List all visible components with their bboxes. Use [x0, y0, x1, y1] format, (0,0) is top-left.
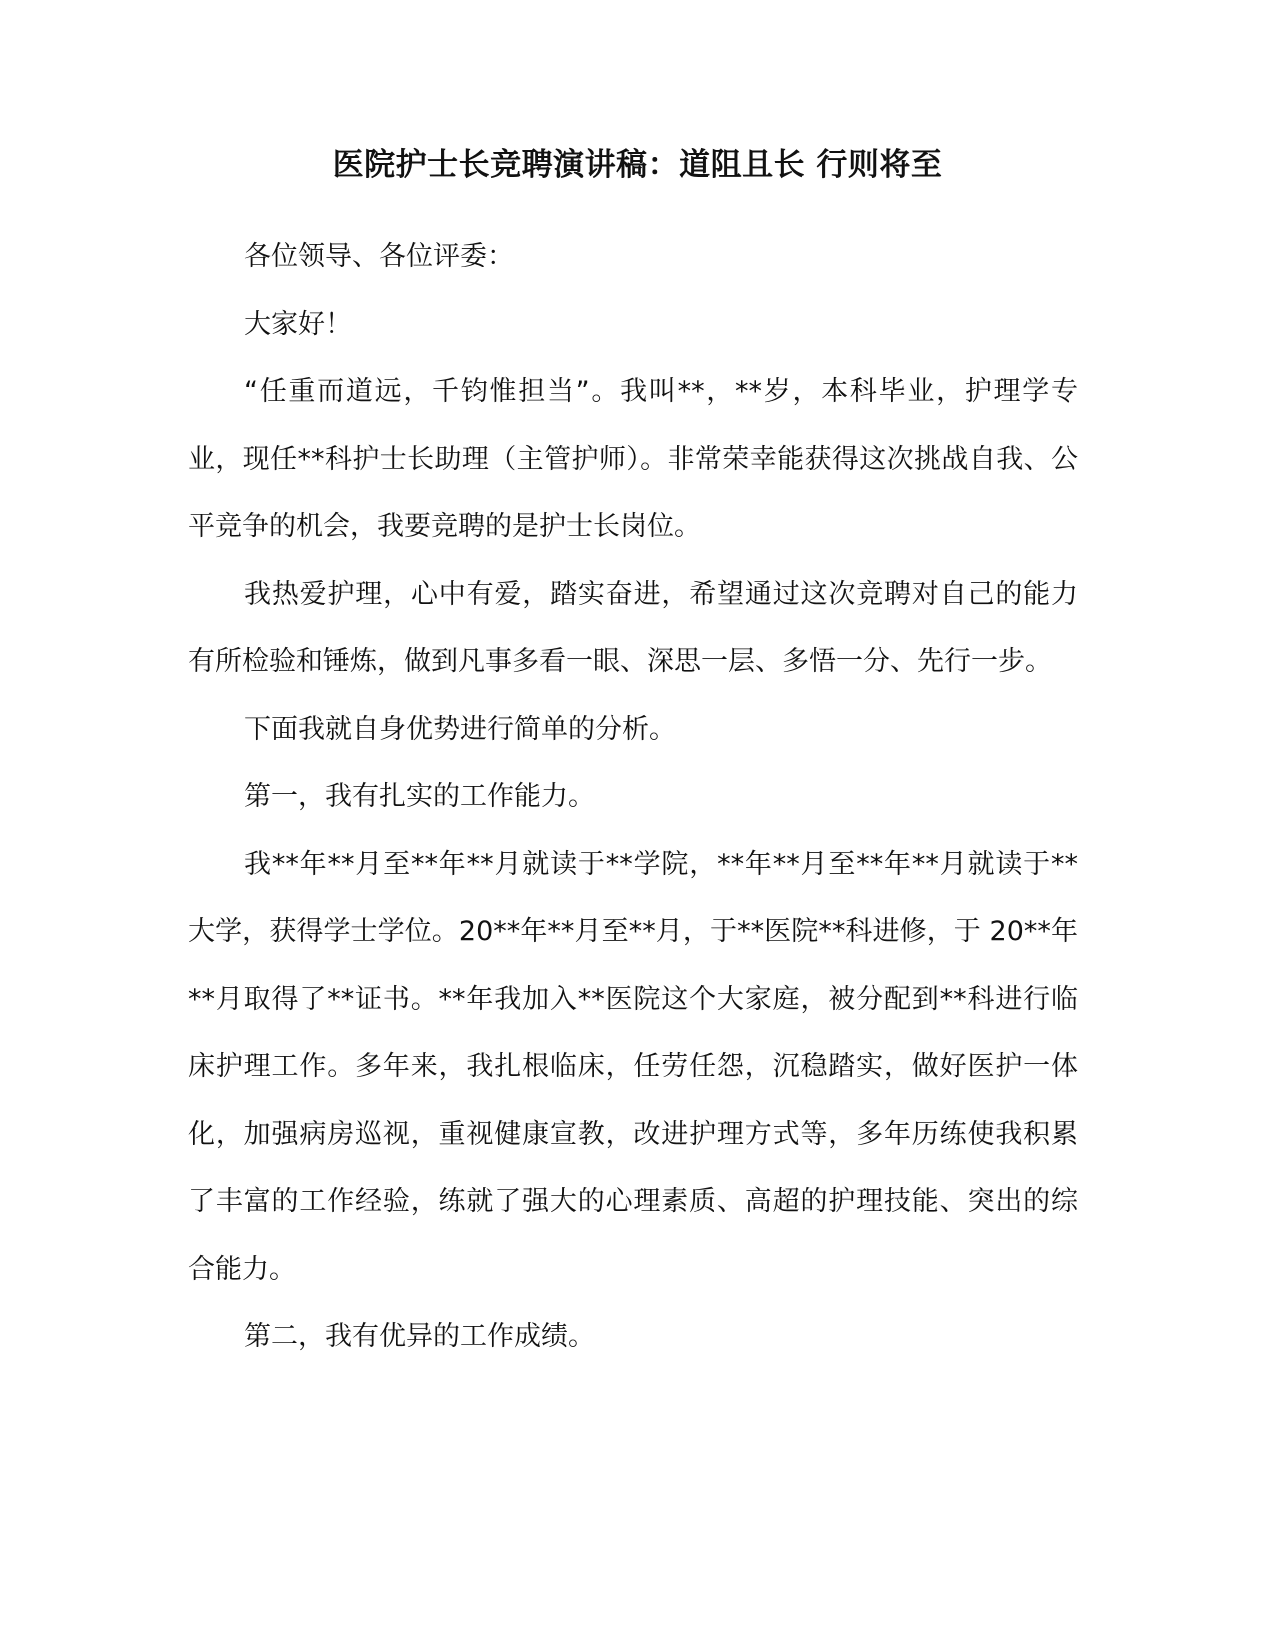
paragraph-greeting: 大家好！ [244, 308, 352, 340]
paragraph-motivation: 我热爱护理，心中有爱，踏实奋进，希望通过这次竞聘对自己的能力有所检验和锤炼，做到凡事多看一眼、深思一层、多悟一分、先行一步。 [188, 578, 1078, 677]
paragraph-point-two-heading: 第二，我有优异的工作成绩。 [244, 1321, 595, 1352]
document-body [188, 223, 1078, 1371]
paragraph-analysis-intro: 下面我就自身优势进行简单的分析。 [244, 713, 676, 745]
paragraph-point-one-heading: 第一，我有扎实的工作能力。 [244, 781, 595, 812]
paragraph-introduction: “任重而道远，千钧惟担当”。我叫**，**岁，本科毕业，护理学专业，现任**科护士长助理（主管护师）。非常荣幸能获得这次挑战自我、公平竞争的机会，我要竞聘的是护士长岗位。 [188, 376, 1078, 542]
paragraph-work-experience: 我**年**月至**年**月就读于**学院，**年**月至**年**月就读于**大学，获得学士学位。20**年**月至**月，于**医院**科进修，于 20**年**月取得了**证书。**年我加入**医院这个大家庭，被分配到**科进行临床护理工作。多年来，我扎根临床，任劳任怨，沉稳踏实，做好医护一体化，加强病房巡视，重视健康宣教，改进护理方式等，多年历练使我积累了丰富的工作经验，练就了强大的心理素质、高超的护理技能、突出的综合能力。 [188, 848, 1078, 1285]
paragraph-salutation: 各位领导、各位评委： [244, 241, 514, 272]
document-title: 医院护士长竞聘演讲稿：道阻且长 行则将至 [332, 147, 943, 183]
